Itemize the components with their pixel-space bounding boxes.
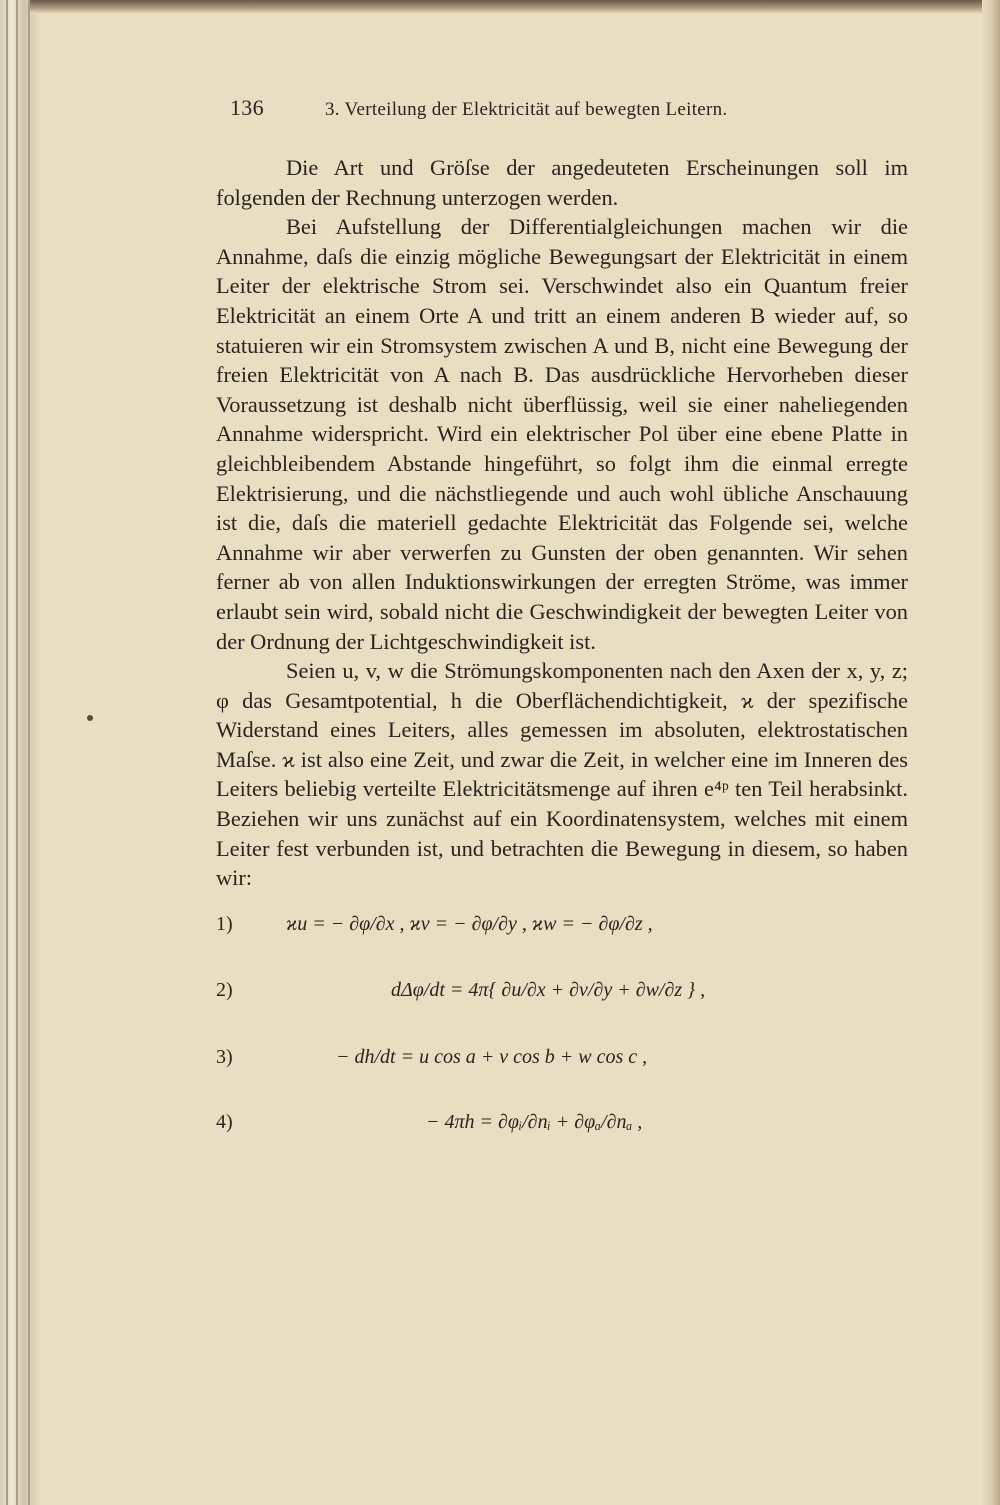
equation-expression: ϰu = − ∂φ/∂x , ϰv = − ∂φ/∂y , ϰw = − ∂φ/∂z , [286, 912, 653, 935]
equation-number: 2) [216, 978, 233, 1001]
page-header [216, 95, 908, 139]
body-text [216, 153, 908, 893]
page-number: 136 [230, 95, 264, 120]
equation-expression: dΔφ/dt = 4π{ ∂u/∂x + ∂v/∂y + ∂w/∂z } , [391, 978, 706, 1001]
book-binding [0, 0, 40, 1505]
running-head: 3. Verteilung der Elektricität auf bewegten Leitern. [325, 99, 728, 120]
equation-number: 3) [216, 1045, 233, 1068]
book-page [216, 95, 908, 1151]
equation-expression: − 4πh = ∂φᵢ/∂nᵢ + ∂φₐ/∂nₐ , [426, 1110, 643, 1133]
equation-number: 1) [216, 912, 233, 935]
paragraph: Die Art und Gröſse der angedeuteten Erscheinungen soll im folgenden der Rechnung unterzogen werden. [216, 155, 908, 210]
binding-edge [28, 0, 30, 1505]
equation-expression: − dh/dt = u cos a + v cos b + w cos c , [336, 1045, 648, 1068]
binding-edge [16, 0, 18, 1505]
book-top-edge [30, 0, 1000, 14]
ink-speck [87, 715, 93, 721]
page-right-edge [982, 0, 1000, 1505]
equation-block [216, 901, 908, 1151]
binding-edge [6, 0, 8, 1505]
paragraph: Bei Aufstellung der Differentialgleichungen machen wir die Annahme, daſs die einzig mögliche Bewegungsart der Elektricität in einem Leiter der elektrische Strom sei. Verschwindet also ein Quantum freier Elektricität an einem Orte A und tritt an einem anderen B wieder auf, so statuieren wir ein Stromsystem zwischen A und B, nicht eine Bewegung der freien Elektricität von A nach B. Das ausdrückliche Hervorheben dieser Voraussetzung ist deshalb nicht überflüssig, weil sie einer naheliegenden Annahme widerspricht. Wird ein elektrischer Pol über eine ebene Platte in gleichbleibendem Abstande hingeführt, so folgt ihm die einmal erregte Elektrisierung, und die nächstliegende und auch wohl übliche Anschauung ist die, daſs die materiell gedachte Elektricität das Folgende sei, welche Annahme wir aber verwerfen zu Gunsten der oben genannten. Wir sehen ferner ab von allen Induktionswirkungen der erregten Ströme, was immer erlaubt sein wird, sobald nicht die Geschwindigkeit der bewegten Leiter von der Ordnung der Lichtgeschwindigkeit ist. [216, 214, 908, 654]
equation-number: 4) [216, 1110, 233, 1133]
paragraph: Seien u, v, w die Strömungskomponenten nach den Axen der x, y, z; φ das Gesamtpotential, h die Oberflächendichtigkeit, ϰ der spezifische Widerstand eines Leiters, alles gemessen im absoluten, elektrostatischen Maſse. ϰ ist also eine Zeit, und zwar die Zeit, in welcher eine im Inneren des Leiters beliebig verteilte Elektricitätsmenge auf ihren e⁴ᵖ ten Teil herabsinkt. Beziehen wir uns zunächst auf ein Koordinatensystem, welches mit einem Leiter fest verbunden ist, und betrachten die Bewegung in diesem, so haben wir: [216, 658, 908, 891]
